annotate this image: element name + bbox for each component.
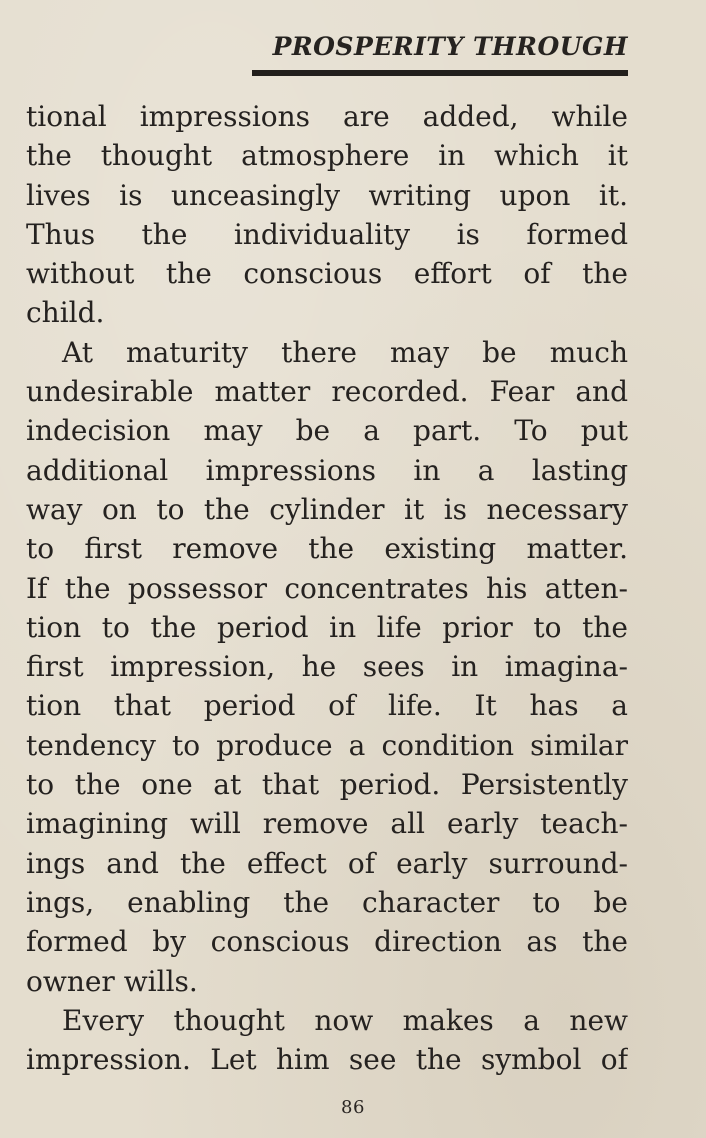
text-line: tendency to produce a condition similar	[26, 728, 628, 762]
text-line: undesirable matter recorded. Fear and	[26, 375, 628, 409]
text-line: to the one at that period. Persistently	[26, 768, 628, 802]
text-line: first impression, he sees in imagina-	[26, 650, 628, 684]
text-line: imagining will remove all early teach-	[26, 807, 628, 841]
text-line: Every thought now makes a new	[62, 1003, 628, 1037]
text-line: way on to the cylinder it is necessary	[26, 492, 628, 526]
text-line: If the possessor concentrates his atten-	[26, 571, 628, 605]
text-line: additional impressions in a lasting	[26, 453, 628, 487]
text-line: lives is unceasingly writing upon it.	[26, 178, 628, 212]
text-line: Thus the individuality is formed	[26, 217, 628, 251]
text-line: to first remove the existing matter.	[26, 532, 628, 566]
text-line: the thought atmosphere in which it	[26, 139, 628, 173]
text-line: owner wills.	[26, 964, 198, 998]
text-line: tion that period of life. It has a	[26, 689, 628, 723]
text-line: ings, enabling the character to be	[26, 885, 628, 919]
text-line: without the conscious effort of the	[26, 257, 628, 291]
text-line: tional impressions are added, while	[26, 100, 628, 133]
text-line: formed by conscious direction as the	[26, 925, 628, 959]
running-head-rule	[252, 70, 628, 76]
text-line: impression. Let him see the symbol of	[26, 1043, 628, 1077]
running-head: PROSPERITY THROUGH	[272, 32, 628, 61]
text-line: At maturity there may be much	[62, 335, 628, 369]
text-line: indecision may be a part. To put	[26, 414, 628, 448]
text-line: child.	[26, 296, 105, 330]
text-line: tion to the period in life prior to the	[26, 610, 628, 644]
body-text	[26, 97, 628, 1079]
text-line: ings and the effect of early surround-	[26, 846, 628, 880]
page-number: 86	[341, 1097, 365, 1118]
